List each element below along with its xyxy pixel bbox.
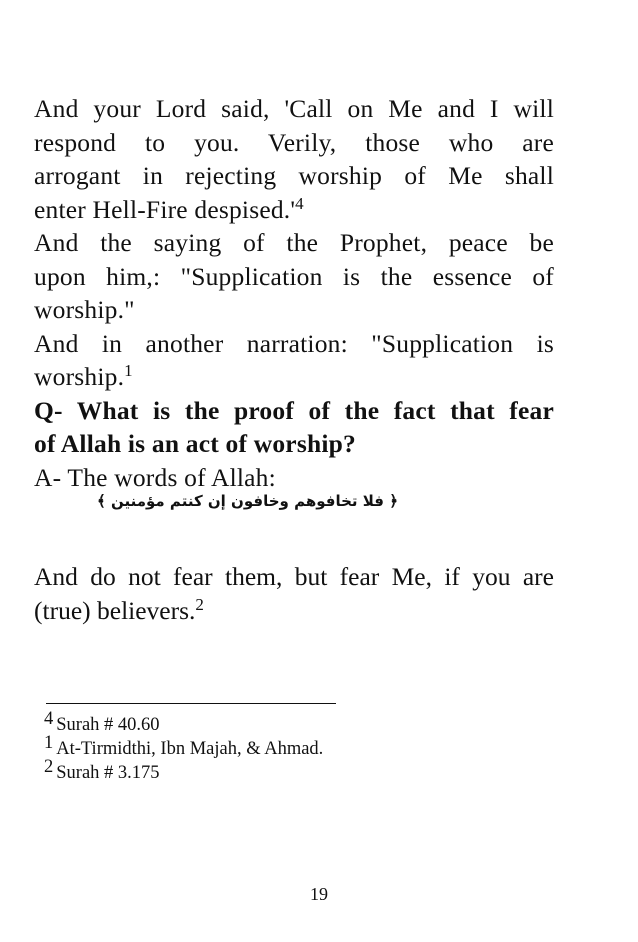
text-line: And in another narration: "Supplication is — [34, 328, 554, 358]
footnote-item — [44, 757, 323, 785]
text-fragment: (true) believers. — [34, 595, 196, 625]
text-line: And do not fear them, but fear Me, if you are — [34, 562, 554, 591]
footnote-text: At-Tirmidthi, Ibn Majah, & Ahmad. — [56, 739, 324, 759]
text-line — [34, 360, 554, 394]
question-line: Q- What is the proof of the fact that fear — [34, 395, 554, 425]
arabic-verse — [96, 492, 398, 510]
text-fragment: enter Hell-Fire despised.' — [34, 194, 296, 224]
footnote-item — [44, 733, 324, 761]
text-line: arrogant in rejecting worship of Me shall — [34, 161, 554, 190]
text-fragment: worship. — [34, 362, 125, 391]
body-text — [34, 92, 554, 494]
footnote-item — [44, 709, 323, 737]
text-line — [34, 594, 554, 628]
text-line: worship." — [34, 295, 135, 324]
page-number: 19 — [310, 884, 328, 904]
footnote-number: 1 — [44, 733, 54, 753]
text-line — [34, 193, 554, 227]
verse-translation — [34, 560, 554, 627]
text-line: And the saying of the Prophet, peace be — [34, 228, 554, 257]
arabic-verse-text: فلا تخافوهم وخافون إن كنتم مؤمنين — [110, 492, 384, 510]
footnote-number: 4 — [44, 709, 54, 729]
footnote-text: Surah # 3.175 — [56, 763, 160, 783]
answer-line: A- The words of Allah: — [34, 462, 276, 492]
question-line: of Allah is an act of worship? — [34, 429, 356, 458]
verse-close-bracket: ﴾ — [96, 492, 106, 510]
footnote-ref: 2 — [195, 594, 204, 614]
footnote-ref: 1 — [124, 361, 133, 380]
text-line: upon him,: "Supplication is the essence of — [34, 261, 554, 291]
text-line: respond to you. Verily, those who are — [34, 127, 554, 157]
footnote-ref: 4 — [295, 193, 304, 213]
footnote-number: 2 — [44, 757, 54, 777]
footnote-divider — [46, 703, 336, 704]
text-line: And your Lord said, 'Call on Me and I will — [34, 94, 554, 123]
footnotes — [44, 709, 324, 785]
verse-open-bracket: ﴿ — [389, 492, 398, 510]
footnote-text: Surah # 40.60 — [56, 715, 160, 735]
